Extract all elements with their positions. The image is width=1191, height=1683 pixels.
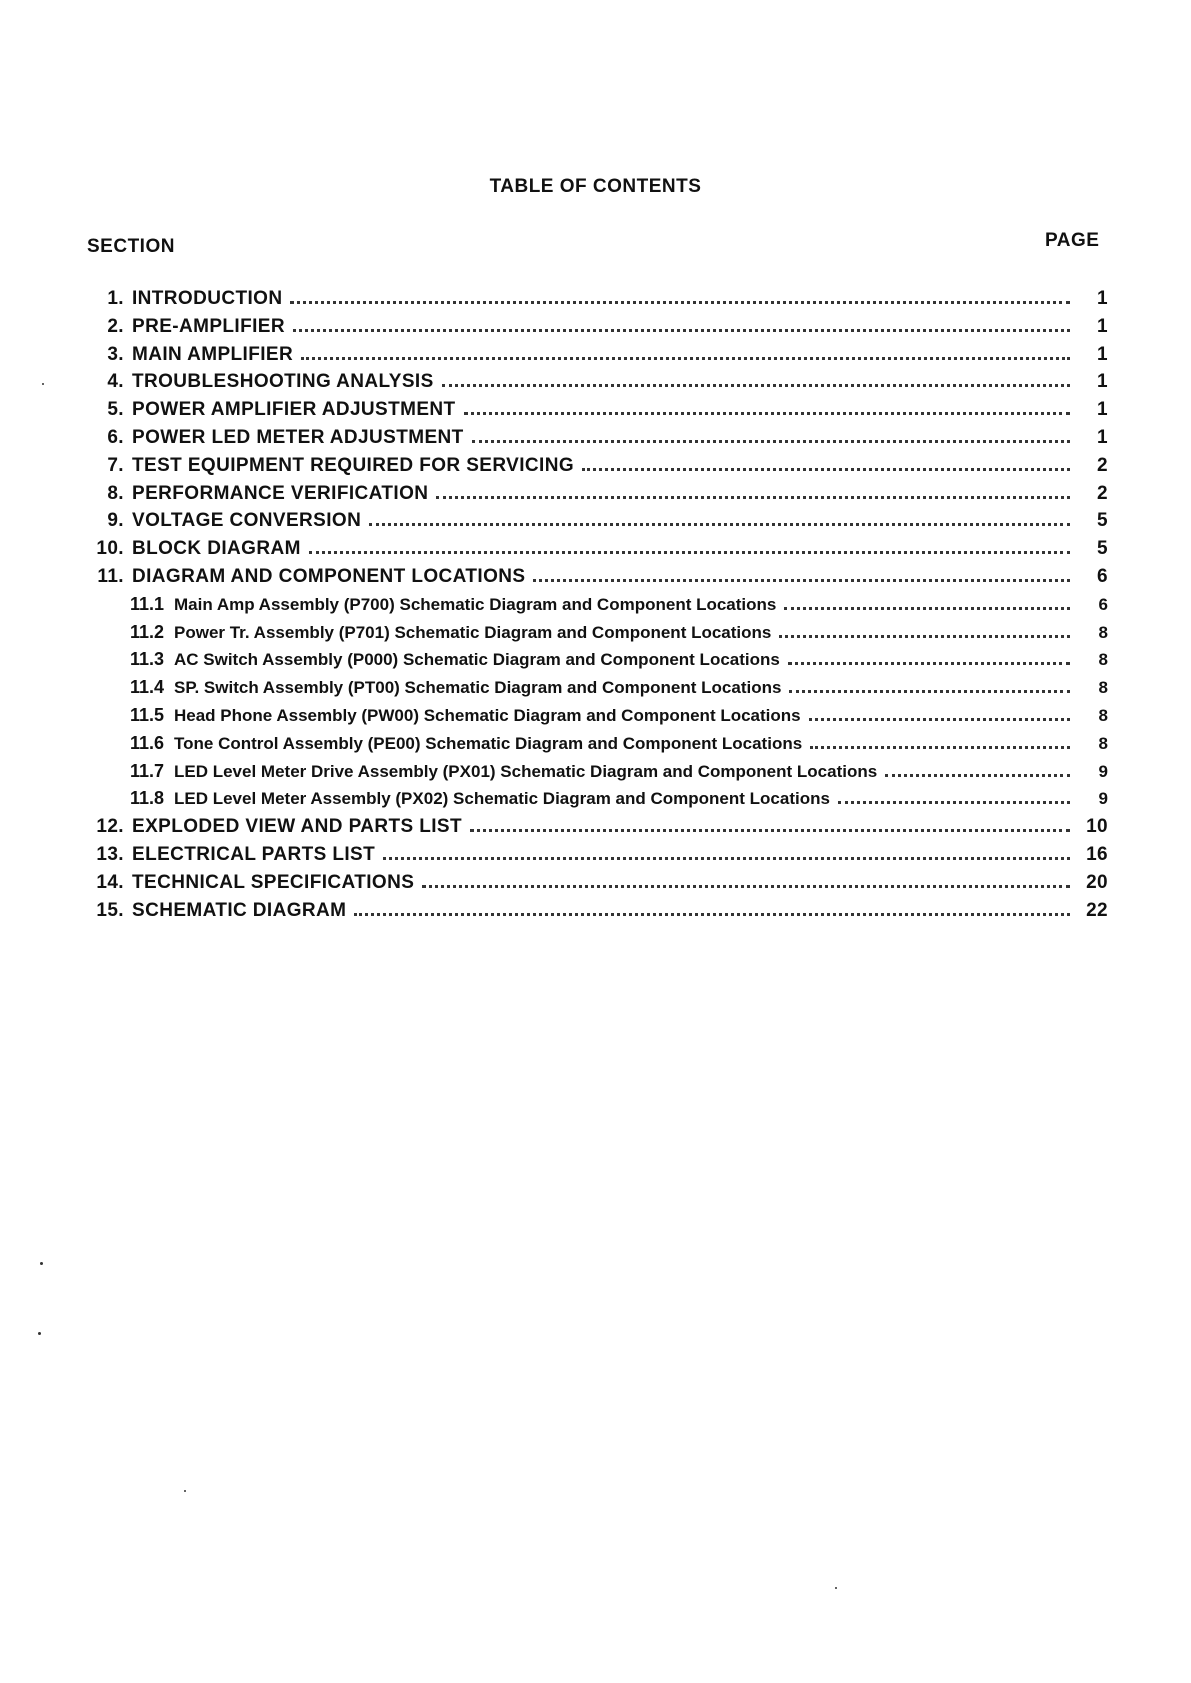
toc-entry-title: LED Level Meter Drive Assembly (PX01) Schematic Diagram and Component Locations [174,761,878,781]
toc-entry [88,538,1108,566]
toc-entry-page: 1 [1097,426,1108,448]
dot-leader [789,690,1070,693]
toc-subentry [88,677,1108,705]
toc-entry-title: SCHEMATIC DIAGRAM [132,899,347,921]
toc-entry-page: 8 [1098,678,1108,698]
toc-entry-title: Main Amp Assembly (P700) Schematic Diagram and Component Locations [174,594,777,614]
dot-leader [788,662,1070,665]
toc-entry-title: POWER LED METER ADJUSTMENT [132,426,464,448]
toc-entry-title: VOLTAGE CONVERSION [132,510,362,532]
toc-subentry [88,622,1108,650]
dot-leader [470,829,1070,832]
toc-entry-title: SP. Switch Assembly (PT00) Schematic Diagram and Component Locations [174,678,782,698]
toc-entry-page: 1 [1097,371,1108,393]
toc-entry [88,872,1108,900]
toc-entry-number: 11.5 [129,704,164,725]
section-column-header: SECTION [87,236,175,257]
toc-entry-page: 8 [1098,622,1108,642]
dot-leader [809,718,1070,721]
dot-leader [301,357,1070,360]
toc-entry-page: 9 [1098,789,1108,809]
toc-entry-page: 6 [1097,565,1108,587]
toc-entry-page: 20 [1086,871,1108,893]
toc-entry-page: 8 [1098,733,1108,753]
toc-subentry [88,649,1108,677]
scan-speck [42,383,44,385]
toc-entry-page: 1 [1097,315,1108,337]
toc-entry-number: 4. [107,371,124,393]
toc-entry-title: MAIN AMPLIFIER [132,343,294,365]
dot-leader [464,412,1070,415]
toc-entry-title: INTRODUCTION [132,288,283,309]
toc-entry-page: 1 [1097,399,1108,421]
toc-entry-page: 2 [1097,482,1108,504]
dot-leader [290,301,1070,304]
toc-entry [88,900,1108,928]
toc-entry-number: 11.2 [129,621,164,642]
toc-entry-title: ELECTRICAL PARTS LIST [132,843,376,865]
toc-entry-page: 1 [1097,343,1108,365]
dot-leader [779,635,1070,638]
toc-entry [88,455,1108,483]
scan-speck [184,1490,186,1492]
toc-entry-number: 3. [107,343,124,365]
dot-leader [472,440,1070,443]
dot-leader [436,496,1070,499]
toc-entry [88,510,1108,538]
toc-entry-number: 1. [107,288,124,309]
toc-entry-number: 14. [96,871,124,893]
dot-leader [309,551,1070,554]
toc-subentry [88,733,1108,761]
toc-entry-title: AC Switch Assembly (P000) Schematic Diagram and Component Locations [174,650,780,670]
toc-entry-title: TECHNICAL SPECIFICATIONS [132,871,415,893]
toc-entry-number: 13. [96,843,124,865]
page-column-header: PAGE [1045,230,1100,251]
toc-entry-number: 10. [96,538,124,560]
toc-entry [88,566,1108,594]
toc-entry-number: 12. [96,816,124,838]
toc-entry-title: TEST EQUIPMENT REQUIRED FOR SERVICING [132,454,574,476]
toc-entry-page: 6 [1098,594,1108,614]
dot-leader [422,885,1070,888]
toc-entry-page: 8 [1098,705,1108,725]
toc-subentry [88,705,1108,733]
toc-entry-title: DIAGRAM AND COMPONENT LOCATIONS [132,565,526,587]
toc-entry-number: 2. [107,315,124,337]
toc-entry [88,844,1108,872]
toc-entry-number: 7. [107,454,124,476]
toc-entry-number: 11.1 [129,593,164,614]
dot-leader [383,857,1070,860]
toc-entry [88,399,1108,427]
scan-speck [38,1332,41,1335]
toc-entry-title: Tone Control Assembly (PE00) Schematic Diagram and Component Locations [174,733,803,753]
toc-entry-page: 9 [1098,761,1108,781]
toc-entry-title: TROUBLESHOOTING ANALYSIS [132,371,434,393]
scan-speck [835,1587,837,1589]
toc-entry-number: 11.8 [129,788,164,809]
toc-entry-number: 15. [96,899,124,921]
toc-entry-page: 5 [1097,510,1108,532]
dot-leader [369,523,1070,526]
toc-entry-number: 5. [107,399,124,421]
dot-leader [354,913,1070,916]
toc-entry [88,316,1108,344]
toc-entry-number: 11. [97,565,124,587]
toc-subentry [88,594,1108,622]
dot-leader [810,746,1070,749]
toc-entry-page: 16 [1086,843,1108,865]
dot-leader [582,468,1070,471]
toc-entry-number: 9. [107,510,124,532]
dot-leader [885,774,1070,777]
toc-entry-page: 8 [1098,650,1108,670]
toc-subentry [88,761,1108,789]
toc-entry-number: 11.6 [129,732,164,753]
toc-entry-title: POWER AMPLIFIER ADJUSTMENT [132,399,456,421]
dot-leader [442,384,1070,387]
toc-entry-title: PERFORMANCE VERIFICATION [132,482,429,504]
toc-entry-title: PRE-AMPLIFIER [132,315,285,337]
toc-entry-title: LED Level Meter Assembly (PX02) Schematic Diagram and Component Locations [174,789,830,809]
toc-entry [88,344,1108,372]
toc-entry-page: 2 [1097,454,1108,476]
dot-leader [784,607,1070,610]
toc-entry-number: 11.4 [129,677,164,698]
toc-entry-number: 11.7 [129,760,164,781]
toc-entry-title: BLOCK DIAGRAM [132,538,301,560]
toc-entry-number: 8. [107,482,124,504]
dot-leader [293,329,1070,332]
toc-entry-page: 22 [1086,899,1108,921]
table-of-contents [88,288,1108,927]
toc-entry-number: 6. [107,426,124,448]
toc-entry [88,371,1108,399]
toc-entry-title: Power Tr. Assembly (P701) Schematic Diagram and Component Locations [174,622,772,642]
toc-entry [88,427,1108,455]
toc-entry [88,288,1108,316]
page-title: TABLE OF CONTENTS [489,176,702,197]
scan-speck [40,1262,43,1265]
toc-entry [88,483,1108,511]
toc-entry-title: Head Phone Assembly (PW00) Schematic Diagram and Component Locations [174,705,801,725]
toc-entry-number: 11.3 [129,649,164,670]
toc-entry-page: 5 [1097,538,1108,560]
toc-entry-page: 1 [1097,288,1108,309]
toc-subentry [88,788,1108,816]
toc-entry [88,816,1108,844]
toc-entry-page: 10 [1086,816,1108,838]
dot-leader [533,579,1070,582]
toc-entry-title: EXPLODED VIEW AND PARTS LIST [132,816,462,838]
dot-leader [838,801,1070,804]
